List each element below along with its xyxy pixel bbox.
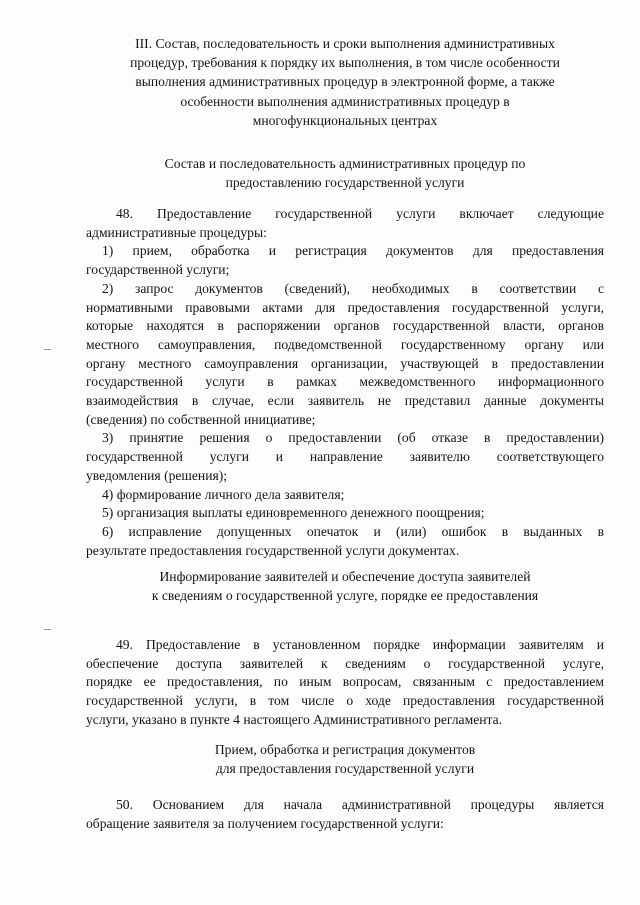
subtitle-line: Информирование заявителей и обеспечение доступа заявителей: [159, 569, 531, 584]
paragraph-line: порядке ее предоставления, по иным вопросам, связанным с предоставлением: [86, 674, 604, 690]
paragraph-line: уведомления (решения);: [86, 467, 228, 483]
subtitle-line: для предоставления государственной услуги: [215, 760, 475, 776]
paragraph-line: органу местного самоуправления организации, участвующей в предоставлении: [86, 355, 604, 371]
paragraph-line: услуги, указано в пункте 4 настоящего Административного регламента.: [86, 711, 503, 727]
subtitle-informing: [86, 568, 604, 605]
scan-mark: [44, 629, 51, 630]
subtitle-line: предоставлению государственной услуги: [225, 174, 465, 190]
section-title-line: III. Состав, последовательность и сроки выполнения административных: [135, 36, 555, 51]
paragraph-line: 48. Предоставление государственной услуги включает следующие: [116, 206, 604, 221]
paragraph-50: [86, 796, 604, 833]
paragraph-line: 49. Предоставление в установленном порядке информации заявителям и: [116, 637, 604, 652]
paragraph-line: которые находятся в распоряжении органов государственной власти, органов: [86, 318, 604, 334]
paragraph-48: [86, 205, 604, 560]
section-title-line: выполнения административных процедур в электронной форме, а также: [135, 74, 555, 90]
paragraph-line: местного самоуправления, подведомственной государственному органу или: [86, 336, 604, 352]
list-item-1: 1) прием, обработка и регистрация документов для предоставления: [102, 243, 604, 259]
subtitle-line: Состав и последовательность административных процедур по: [164, 156, 526, 171]
section-title-line: особенности выполнения административных процедур в: [180, 93, 510, 109]
paragraph-line: административные процедуры:: [86, 224, 267, 240]
paragraph-line: государственной услуги, в том числе о ходе предоставления государственной: [86, 693, 604, 709]
paragraph-line: государственной услуги в рамках межведомственного информационного: [86, 374, 604, 390]
paragraph-line: результате предоставления государственной услуги документах.: [86, 542, 460, 558]
paragraph-line: взаимодействия в случае, если заявитель не представил данные документы: [86, 393, 604, 409]
paragraph-line: обеспечение доступа заявителей к сведениям о государственной услуге,: [86, 655, 604, 671]
list-item-2: 2) запрос документов (сведений), необходимых в соответствии с: [102, 280, 604, 296]
section-title: [86, 34, 604, 130]
paragraph-line: 50. Основанием для начала административной процедуры является: [116, 797, 604, 812]
paragraph-line: государственной услуги;: [86, 262, 230, 278]
section-title-line: процедур, требования к порядку их выполнения, в том числе особенности: [130, 55, 560, 71]
paragraph-line: (сведения) по собственной инициативе;: [86, 411, 316, 427]
subtitle-line: Прием, обработка и регистрация документов: [214, 742, 476, 757]
scan-mark: [44, 349, 51, 350]
paragraph-49: [86, 636, 604, 730]
section-title-line: многофункциональных центрах: [252, 112, 438, 128]
list-item-6: 6) исправление допущенных опечаток и (или) ошибок в выданных в: [102, 523, 604, 539]
list-item-5: 5) организация выплаты единовременного денежного поощрения;: [102, 505, 485, 521]
paragraph-line: государственной услуги и направление заявителю соответствующего: [86, 449, 604, 465]
subtitle-procedures: [86, 155, 604, 192]
subtitle-reception: [86, 741, 604, 778]
paragraph-line: обращение заявителя за получением государственной услуги:: [86, 815, 444, 831]
subtitle-line: к сведениям о государственной услуге, порядке ее предоставления: [151, 587, 539, 603]
list-item-3: 3) принятие решения о предоставлении (об отказе в предоставлении): [102, 430, 604, 446]
list-item-4: 4) формирование личного дела заявителя;: [102, 486, 345, 502]
paragraph-line: нормативными правовыми актами для предоставления государственной услуги,: [86, 299, 604, 315]
